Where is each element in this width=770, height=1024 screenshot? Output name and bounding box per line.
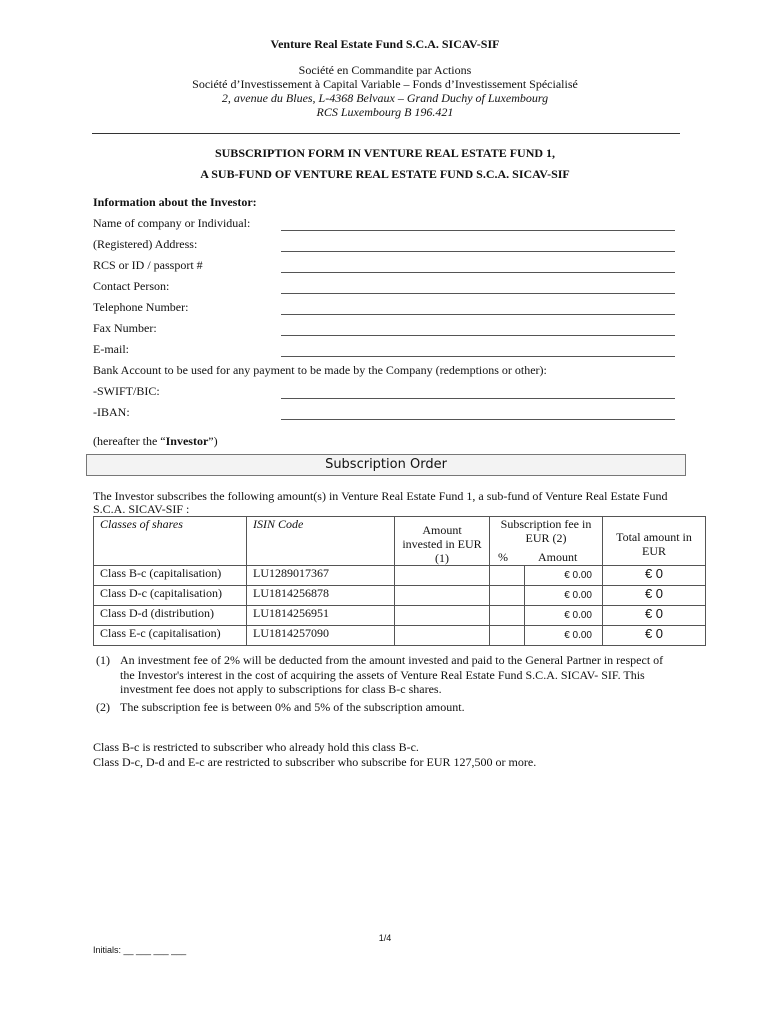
row-fee-amount: € 0.00 — [564, 570, 592, 581]
name-label: Name of company or Individual: — [93, 216, 251, 230]
form-title-line1: SUBSCRIPTION FORM IN VENTURE REAL ESTATE FUND 1, — [214, 146, 556, 160]
row-invested-input[interactable] — [395, 606, 490, 626]
table-header-row — [94, 517, 706, 566]
initials-blanks[interactable]: __ ___ ___ ___ — [123, 945, 187, 955]
fund-address: 2, avenue du Blues, L-4368 Belvaux – Grand Duchy of Luxembourg — [221, 91, 549, 105]
row-invested-input[interactable] — [395, 566, 490, 586]
table-row — [94, 586, 706, 606]
col-fee-amount: Amount — [538, 550, 578, 564]
fund-name: Venture Real Estate Fund S.C.A. SICAV-SIF — [270, 37, 500, 51]
telephone-field[interactable] — [281, 313, 675, 315]
col-subscription-fee-label: Subscription fee in EUR (2) — [500, 517, 592, 545]
row-class: Class B-c (capitalisation) — [94, 566, 247, 586]
table-row — [94, 626, 706, 646]
footnote-2-text: The subscription fee is between 0% and 5% of the subscription amount. — [120, 700, 465, 714]
col-classes: Classes of shares — [94, 517, 247, 566]
company-type-2: Société d’Investissement à Capital Variable – Fonds d’Investissement Spécialisé — [192, 77, 578, 91]
contact-person-label: Contact Person: — [93, 279, 170, 293]
table-row — [94, 606, 706, 626]
row-fee-cell — [490, 626, 603, 646]
email-field[interactable] — [281, 355, 675, 357]
col-amount-invested: Amount invested in EUR (1) — [395, 517, 490, 566]
row-fee-amount: € 0.00 — [564, 610, 592, 621]
footnote-2-number: (2) — [96, 700, 110, 714]
row-isin: LU1814257090 — [247, 626, 395, 646]
rcs-id-field[interactable] — [281, 271, 675, 273]
row-total: € 0 — [603, 606, 706, 626]
row-total: € 0 — [603, 586, 706, 606]
row-class: Class D-d (distribution) — [94, 606, 247, 626]
row-total: € 0 — [603, 626, 706, 646]
fax-field[interactable] — [281, 334, 675, 336]
table-row — [94, 566, 706, 586]
col-total: Total amount in EUR — [603, 517, 706, 566]
initials-label: Initials: — [93, 945, 122, 955]
row-fee-cell — [490, 566, 603, 586]
company-type: Société en Commandite par Actions — [298, 63, 472, 77]
address-field[interactable] — [281, 250, 675, 252]
col-subscription-fee — [490, 517, 603, 566]
row-fee-cell — [490, 586, 603, 606]
row-invested-input[interactable] — [395, 586, 490, 606]
email-label: E-mail: — [93, 342, 129, 356]
telephone-label: Telephone Number: — [93, 300, 189, 314]
initials — [93, 945, 186, 955]
swift-field[interactable] — [281, 397, 675, 399]
restriction-line-1: Class B-c is restricted to subscriber who already hold this class B-c. — [93, 740, 419, 754]
rcs-number: RCS Luxembourg B 196.421 — [316, 105, 454, 119]
row-pct-input[interactable] — [490, 606, 525, 625]
investor-heading: Information about the Investor: — [93, 195, 257, 209]
hereafter-note — [93, 434, 218, 449]
row-isin: LU1814256951 — [247, 606, 395, 626]
contact-person-field[interactable] — [281, 292, 675, 294]
iban-field[interactable] — [281, 418, 675, 420]
hereafter-suffix: ”) — [208, 434, 218, 448]
col-fee-pct: % — [498, 550, 508, 564]
subscription-intro: The Investor subscribes the following amount(s) in Venture Real Estate Fund 1, a sub-fund of Venture Real Estate Fund S.C.A. SICAV-SIF : — [93, 489, 668, 516]
footnote-2 — [96, 700, 676, 715]
footnote-1 — [96, 653, 676, 697]
row-total: € 0 — [603, 566, 706, 586]
fax-label: Fax Number: — [93, 321, 157, 335]
row-pct-input[interactable] — [490, 626, 525, 645]
row-isin: LU1289017367 — [247, 566, 395, 586]
row-class: Class D-c (capitalisation) — [94, 586, 247, 606]
hereafter-prefix: (hereafter the “ — [93, 434, 166, 448]
row-pct-input[interactable] — [490, 566, 525, 585]
row-invested-input[interactable] — [395, 626, 490, 646]
row-fee-cell — [490, 606, 603, 626]
header-divider — [92, 133, 680, 134]
name-field[interactable] — [281, 229, 675, 231]
row-fee-amount: € 0.00 — [564, 590, 592, 601]
page-number: 1/4 — [378, 933, 392, 943]
row-pct-input[interactable] — [490, 586, 525, 605]
hereafter-investor: Investor — [165, 434, 209, 448]
footnote-1-number: (1) — [96, 653, 110, 667]
subscription-order-heading: Subscription Order — [86, 454, 686, 476]
row-fee-amount: € 0.00 — [564, 630, 592, 641]
row-class: Class E-c (capitalisation) — [94, 626, 247, 646]
rcs-id-label: RCS or ID / passport # — [93, 258, 203, 272]
row-isin: LU1814256878 — [247, 586, 395, 606]
col-isin: ISIN Code — [247, 517, 395, 566]
subscription-table — [93, 516, 706, 646]
form-title-line2: A SUB-FUND OF VENTURE REAL ESTATE FUND S.C.A. SICAV-SIF — [200, 167, 570, 181]
restriction-line-2: Class D-c, D-d and E-c are restricted to subscriber who subscribe for EUR 127,500 or more. — [93, 755, 537, 769]
address-label: (Registered) Address: — [93, 237, 198, 251]
iban-label: -IBAN: — [93, 405, 130, 419]
bank-account-note: Bank Account to be used for any payment to be made by the Company (redemptions or other): — [93, 363, 547, 377]
footnote-1-text: An investment fee of 2% will be deducted from the amount invested and paid to the General Partner in respect of the Investor's interest in the cost of acquiring the assets of Venture Real Estate Fund S.C.A. SICAV- SIF. This investment fee does not apply to subscriptions for class B-c shares. — [120, 653, 664, 696]
swift-label: -SWIFT/BIC: — [93, 384, 160, 398]
